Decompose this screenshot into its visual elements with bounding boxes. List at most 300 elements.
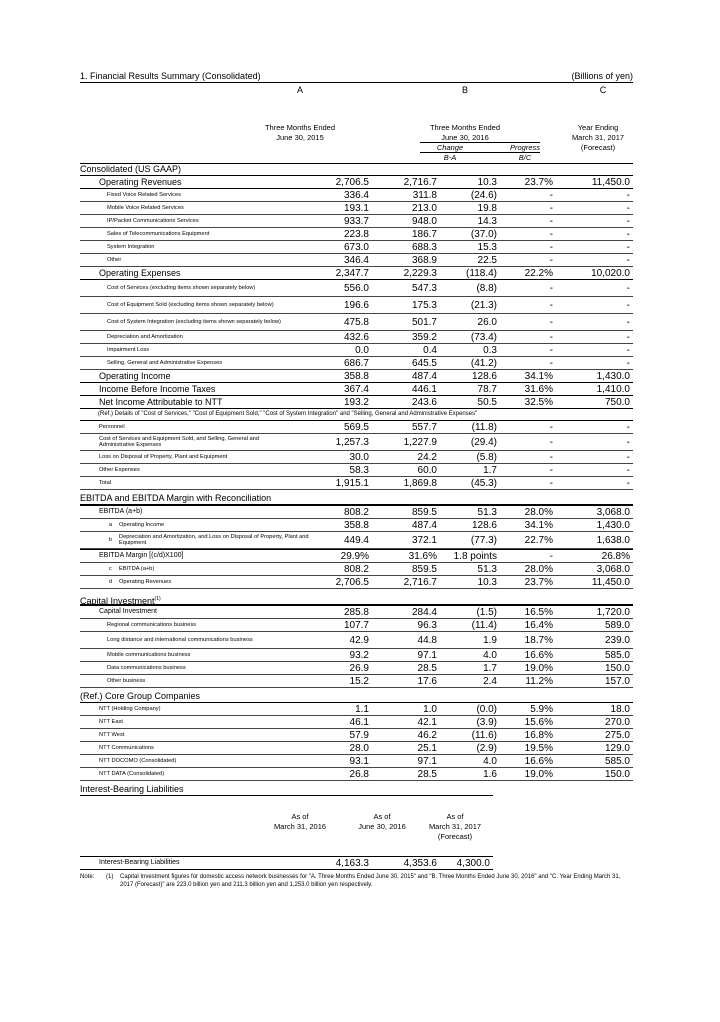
table-row	[80, 202, 633, 215]
value-col-c: 2.4	[483, 675, 497, 687]
value-col-b: 175.3	[411, 299, 437, 311]
value-col-c: 1.9	[483, 634, 497, 646]
value-col-c: 4.0	[483, 755, 497, 767]
table-row	[80, 532, 633, 549]
value-col-d: -	[549, 451, 553, 463]
ebitda-rows	[80, 505, 633, 589]
value-col-d: 16.8%	[524, 729, 553, 741]
progress-label: Progress	[509, 143, 540, 152]
value-col-b: 97.1	[417, 755, 437, 767]
value-col-b: 1,227.9	[403, 436, 437, 448]
value-col-e: 239.0	[604, 634, 630, 646]
value-col-b: 1.0	[423, 703, 437, 715]
value-col-a: 196.6	[343, 299, 369, 311]
row-label: Capital Investment	[99, 608, 157, 615]
value-col-b: 213.0	[411, 202, 437, 214]
value-col-d: 5.9%	[530, 703, 553, 715]
value-col-e: -	[626, 228, 630, 240]
value-col-d: 18.7%	[524, 634, 553, 646]
value-col-d: 15.6%	[524, 716, 553, 728]
value-col-a: 29.9%	[340, 550, 369, 562]
value-col-a: 2,706.5	[335, 576, 369, 588]
row-label: Operating Revenues	[119, 579, 172, 585]
value-col-d: 19.5%	[524, 742, 553, 754]
row-label: NTT DATA (Consolidated)	[99, 771, 165, 777]
value-col-c: 4.0	[483, 649, 497, 661]
value-col-a: 0.0	[355, 344, 369, 356]
value-col-e: -	[626, 331, 630, 343]
row-label: EBITDA Margin [(c/d)X100]	[99, 552, 184, 559]
row-label: Cost of Services and Equipment Sold, and Selling, General and Administrative Expenses	[99, 436, 259, 448]
row-tag: a	[109, 522, 113, 528]
financial-summary-page	[80, 70, 633, 889]
table-row	[80, 314, 633, 331]
value-col-b: 28.5	[417, 662, 437, 674]
row-tag: c	[109, 566, 112, 572]
value-col-d: 19.0%	[524, 662, 553, 674]
value-col-b: 42.1	[417, 716, 437, 728]
value-col-e: 1,410.0	[596, 383, 630, 395]
table-row	[80, 729, 633, 742]
value-col-d: 23.7%	[524, 576, 553, 588]
value-col-a: 2,706.5	[335, 176, 369, 188]
value-col-c: (41.2)	[470, 357, 497, 369]
value-col-c: (24.6)	[470, 189, 497, 201]
value-col-e: -	[626, 421, 630, 433]
value-col-d: -	[549, 436, 553, 448]
value-col-d: -	[549, 464, 553, 476]
value-col-e: 157.0	[604, 675, 630, 687]
value-col-e: 3,068.0	[596, 563, 630, 575]
col-c-letter: C	[599, 85, 607, 95]
row-label: Cost of System Integration (excluding items shown separately below)	[107, 319, 281, 325]
ref-details-rows	[80, 421, 633, 490]
column-headers	[80, 83, 633, 163]
value-col-c: (11.6)	[471, 729, 497, 741]
row-label: Mobile Voice Related Services	[107, 205, 184, 211]
value-col-b: 31.6%	[408, 550, 437, 562]
row-label: Impairment Loss	[107, 347, 150, 353]
value-col-d: -	[549, 331, 553, 343]
value-col-b: 1,869.8	[403, 477, 437, 489]
col-c-desc-2: March 31, 2017	[571, 133, 625, 142]
row-label: Personnel	[99, 424, 125, 430]
table-row	[80, 464, 633, 477]
value-col-c: (11.4)	[471, 619, 497, 631]
row-label: Operating Revenues	[99, 176, 182, 187]
value-col-a: 673.0	[343, 241, 369, 253]
value-col-d: 16.5%	[524, 606, 553, 618]
value-col-a: 42.9	[349, 634, 369, 646]
value-col-d: 16.6%	[524, 755, 553, 767]
row-label: NTT (Holding Company)	[99, 706, 161, 712]
row-label: Depreciation and Amortization, and Loss on Disposal of Property, Plant and Equipment	[119, 534, 309, 546]
value-col-a: 107.7	[343, 619, 369, 631]
value-col-e: -	[626, 357, 630, 369]
table-row	[80, 649, 633, 662]
row-label: Selling, General and Administrative Expenses	[107, 360, 223, 366]
row-label: Loss on Disposal of Property, Plant and Equipment	[99, 454, 228, 460]
value-col-b: 446.1	[411, 383, 437, 395]
value-col-b: 17.6	[417, 675, 437, 687]
value-col-d: -	[549, 189, 553, 201]
value-col-b: 243.6	[411, 396, 437, 408]
note-text: Capital Investment figures for domestic access network businesses for "A. Three Months Ended June 30, 2015" and "B. Three Months Ended June 30, 2016" and "C. Year Ending March 31, 2017 (Forecast)" are 223.0 billion yen and 211.3 billion yen and 1,253.0 billion yen respectively.	[120, 874, 621, 888]
row-label: Other Expenses	[99, 467, 140, 473]
ibl-col1	[260, 812, 340, 832]
ibl-col3-line3: (Forecast)	[437, 832, 473, 841]
value-col-d: -	[549, 254, 553, 266]
table-row	[80, 519, 633, 532]
value-col-c: (3.9)	[476, 716, 497, 728]
value-col-d: 16.4%	[524, 619, 553, 631]
value-col-a: 808.2	[343, 506, 369, 518]
value-col-a: 358.8	[343, 370, 369, 382]
value-col-a: 46.1	[349, 716, 369, 728]
table-row	[80, 189, 633, 202]
value-col-e: -	[626, 189, 630, 201]
value-col-b: 2,716.7	[403, 576, 437, 588]
value-col-b: 372.1	[411, 534, 437, 546]
row-label: Operating Expenses	[99, 267, 181, 278]
core-group-rows	[80, 703, 633, 781]
value-col-d: -	[549, 344, 553, 356]
value-col-e: -	[626, 464, 630, 476]
value-col-c: 128.6	[471, 370, 497, 382]
value-col-d: -	[549, 282, 553, 294]
value-col-a: 1,915.1	[335, 477, 369, 489]
table-row	[80, 605, 633, 619]
ibl-col1-line2: March 31, 2016	[273, 822, 327, 831]
table-row	[80, 662, 633, 675]
value-col-b: 0.4	[423, 344, 437, 356]
row-label: Cost of Services (excluding items shown separately below)	[107, 285, 256, 291]
row-label: Other business	[107, 678, 146, 684]
value-col-e: 11,450.0	[591, 176, 630, 188]
value-col-e: -	[626, 215, 630, 227]
value-col-a: 26.9	[349, 662, 369, 674]
value-col-e: 150.0	[604, 662, 630, 674]
value-col-c: 10.3	[477, 176, 497, 188]
value-col-d: 34.1%	[524, 370, 553, 382]
value-col-d: -	[549, 215, 553, 227]
value-col-e: 270.0	[604, 716, 630, 728]
value-col-e: -	[626, 436, 630, 448]
value-col-e: 11,450.0	[591, 576, 630, 588]
table-row	[80, 215, 633, 228]
row-label: Data communications business	[107, 665, 186, 671]
value-col-e: 1,430.0	[596, 370, 630, 382]
table-row	[80, 576, 633, 589]
value-col-e: 275.0	[604, 729, 630, 741]
row-label: Depreciation and Amortization	[107, 334, 183, 340]
value-col-c: (2.9)	[476, 742, 497, 754]
value-col-c: 19.8	[477, 202, 497, 214]
table-row	[80, 619, 633, 632]
value-col-c: 1.7	[483, 662, 497, 674]
value-col-a: 475.8	[343, 316, 369, 328]
value-col-e: 26.8%	[601, 550, 630, 562]
ibl-value-a: 4,163.3	[335, 857, 369, 869]
value-col-d: 11.2%	[525, 675, 553, 687]
ibl-column-headers	[80, 796, 493, 848]
value-col-e: 3,068.0	[596, 506, 630, 518]
table-row	[80, 228, 633, 241]
row-label: NTT West	[99, 732, 125, 738]
table-row	[80, 383, 633, 396]
table-row	[80, 742, 633, 755]
value-col-b: 487.4	[411, 519, 437, 531]
value-col-c: 26.0	[477, 316, 497, 328]
footnote-marker: (1)	[154, 596, 161, 602]
value-col-c: 128.6	[471, 519, 497, 531]
value-col-b: 368.9	[411, 254, 437, 266]
value-col-c: (21.3)	[470, 299, 497, 311]
value-col-c: 22.5	[477, 254, 497, 266]
table-row	[80, 370, 633, 383]
value-col-e: -	[626, 451, 630, 463]
value-col-e: 1,638.0	[596, 534, 630, 546]
table-row	[80, 176, 633, 189]
table-row	[80, 434, 633, 451]
col-a-letter: A	[296, 85, 303, 95]
value-col-c: (5.8)	[476, 451, 497, 463]
value-col-e: 1,720.0	[596, 606, 630, 618]
value-col-c: (1.5)	[476, 606, 497, 618]
value-col-b: 97.1	[417, 649, 437, 661]
ibl-col2-line1: As of	[373, 812, 391, 821]
value-col-c: (73.4)	[470, 331, 497, 343]
row-label: Net Income Attributable to NTT	[99, 396, 223, 407]
value-col-a: 57.9	[349, 729, 369, 741]
row-tag: b	[109, 537, 113, 543]
row-label: Mobile communications business	[107, 652, 191, 658]
value-col-b: 487.4	[411, 370, 437, 382]
page-header	[80, 70, 633, 82]
value-col-e: -	[626, 282, 630, 294]
row-label: IP/Packet Communications Services	[107, 218, 199, 224]
footnote	[80, 873, 633, 889]
table-row	[80, 280, 633, 297]
value-col-b: 359.2	[411, 331, 437, 343]
table-row	[80, 477, 633, 490]
row-label: Sales of Telecommunications Equipment	[107, 231, 210, 237]
value-col-a: 808.2	[343, 563, 369, 575]
value-col-c: 50.5	[477, 396, 497, 408]
value-col-c: (11.8)	[471, 421, 497, 433]
value-col-e: -	[626, 344, 630, 356]
ibl-col2	[342, 812, 422, 832]
value-col-e: 10,020.0	[591, 267, 630, 279]
note-label: Note:	[80, 874, 95, 880]
ibl-row	[80, 857, 493, 870]
value-col-c: 0.3	[483, 344, 497, 356]
value-col-b: 859.5	[411, 563, 437, 575]
row-label: Other	[107, 257, 122, 263]
value-col-d: 34.1%	[524, 519, 553, 531]
consolidated-rows	[80, 176, 633, 409]
value-col-c: (8.8)	[476, 282, 497, 294]
value-col-e: -	[626, 299, 630, 311]
table-row	[80, 755, 633, 768]
ibl-col2-line2: June 30, 2016	[358, 822, 406, 831]
value-col-e: -	[626, 241, 630, 253]
section-capital-investment	[80, 592, 633, 605]
ibl-col3	[415, 812, 495, 842]
page-title: 1. Financial Results Summary (Consolidated)	[80, 71, 261, 81]
value-col-c: 1.8 points	[453, 550, 497, 562]
value-col-a: 93.2	[349, 649, 369, 661]
row-label: Income Before Income Taxes	[99, 383, 216, 394]
value-col-a: 432.6	[343, 331, 369, 343]
unit-label: (Billions of yen)	[571, 71, 633, 81]
progress-sub-label: B/C	[518, 153, 532, 162]
table-row	[80, 768, 633, 781]
row-label: System Integration	[107, 244, 155, 250]
row-tag: d	[109, 579, 113, 585]
value-col-c: 78.7	[477, 383, 497, 395]
table-row	[80, 241, 633, 254]
row-label: NTT Communications	[99, 745, 154, 751]
row-label: Fixed Voice Related Services	[107, 192, 181, 198]
value-col-a: 569.5	[343, 421, 369, 433]
table-row	[80, 632, 633, 649]
value-col-b: 501.7	[411, 316, 437, 328]
table-row	[80, 344, 633, 357]
ibl-col3-line1: As of	[446, 812, 464, 821]
change-label: Change	[436, 143, 464, 152]
value-col-a: 686.7	[343, 357, 369, 369]
value-col-b: 557.7	[411, 421, 437, 433]
value-col-e: 129.0	[604, 742, 630, 754]
table-row	[80, 451, 633, 464]
value-col-a: 1,257.3	[335, 436, 369, 448]
value-col-b: 2,229.3	[403, 267, 437, 279]
value-col-c: 51.3	[477, 506, 497, 518]
value-col-d: 28.0%	[524, 506, 553, 518]
col-b-desc-2: June 30, 2016	[441, 133, 489, 142]
row-label: Cost of Equipment Sold (excluding items shown separately below)	[107, 302, 274, 308]
value-col-a: 2,347.7	[335, 267, 369, 279]
capital-investment-heading: Capital Investment	[80, 596, 155, 606]
value-col-b: 688.3	[411, 241, 437, 253]
row-label: NTT East	[99, 719, 123, 725]
value-col-d: 28.0%	[524, 563, 553, 575]
row-label: Operating Income	[99, 370, 171, 381]
table-row	[80, 267, 633, 280]
ibl-col3-line2: March 31, 2017	[428, 822, 482, 831]
value-col-e: 589.0	[604, 619, 630, 631]
value-col-b: 46.2	[417, 729, 437, 741]
value-col-d: -	[549, 316, 553, 328]
value-col-c: 15.3	[477, 241, 497, 253]
value-col-b: 284.4	[411, 606, 437, 618]
value-col-a: 28.0	[349, 742, 369, 754]
value-col-a: 58.3	[349, 464, 369, 476]
section-consolidated: Consolidated (US GAAP)	[80, 164, 633, 176]
value-col-b: 547.3	[411, 282, 437, 294]
note-number: (1)	[106, 874, 114, 880]
value-col-d: -	[549, 550, 553, 562]
value-col-b: 186.7	[411, 228, 437, 240]
value-col-c: 1.6	[483, 768, 497, 780]
value-col-a: 193.1	[343, 202, 369, 214]
table-row	[80, 675, 633, 688]
value-col-b: 645.5	[411, 357, 437, 369]
ibl-value-b: 4,353.6	[403, 857, 437, 869]
table-row	[80, 357, 633, 370]
row-label: EBITDA (a+b)	[99, 508, 143, 515]
value-col-a: 933.7	[343, 215, 369, 227]
row-label: EBITDA (a+b)	[119, 566, 155, 572]
value-col-a: 30.0	[349, 451, 369, 463]
value-col-d: -	[549, 299, 553, 311]
value-col-e: -	[626, 316, 630, 328]
value-col-d: -	[549, 421, 553, 433]
value-col-c: 10.3	[477, 576, 497, 588]
table-row	[80, 254, 633, 267]
row-label: Total	[99, 480, 112, 486]
col-c-desc-3: (Forecast)	[580, 143, 616, 152]
value-col-d: -	[549, 241, 553, 253]
value-col-b: 948.0	[411, 215, 437, 227]
value-col-b: 311.8	[412, 189, 437, 201]
table-row	[80, 716, 633, 729]
col-a-desc-2: June 30, 2015	[276, 133, 324, 142]
section-core-group: (Ref.) Core Group Companies	[80, 691, 633, 703]
section-ibl: Interest-Bearing Liabilities	[80, 784, 493, 796]
value-col-e: 150.0	[604, 768, 630, 780]
value-col-b: 96.3	[417, 619, 437, 631]
value-col-e: -	[626, 202, 630, 214]
value-col-a: 93.1	[349, 755, 369, 767]
value-col-e: 18.0	[610, 703, 630, 715]
value-col-c: (37.0)	[470, 228, 497, 240]
value-col-e: 585.0	[604, 649, 630, 661]
value-col-c: (29.4)	[470, 436, 497, 448]
value-col-d: 19.0%	[524, 768, 553, 780]
value-col-d: 32.5%	[524, 396, 553, 408]
table-row	[80, 703, 633, 716]
value-col-d: 16.6%	[524, 649, 553, 661]
value-col-a: 449.4	[343, 534, 369, 546]
value-col-c: (0.0)	[476, 703, 497, 715]
value-col-d: -	[549, 202, 553, 214]
value-col-c: (77.3)	[470, 534, 497, 546]
value-col-d: 22.2%	[524, 267, 553, 279]
row-label: NTT DOCOMO (Consolidated)	[99, 758, 177, 764]
section-ebitda: EBITDA and EBITDA Margin with Reconciliation	[80, 493, 633, 505]
value-col-d: -	[549, 477, 553, 489]
value-col-d: 31.6%	[524, 383, 553, 395]
table-row	[80, 505, 633, 519]
capital-investment-rows	[80, 605, 633, 688]
ibl-value-c: 4,300.0	[456, 857, 490, 869]
table-row	[80, 396, 633, 409]
value-col-c: 1.7	[483, 464, 497, 476]
value-col-e: -	[626, 254, 630, 266]
value-col-b: 2,716.7	[403, 176, 437, 188]
value-col-e: -	[626, 477, 630, 489]
col-a-desc-1: Three Months Ended	[264, 123, 336, 132]
row-label: Operating Income	[119, 522, 165, 528]
value-col-b: 60.0	[417, 464, 437, 476]
table-row	[80, 297, 633, 314]
value-col-b: 44.8	[417, 634, 437, 646]
ref-details-note: (Ref.) Details of "Cost of Services," "Cost of Equipment Sold," "Cost of System Integration" and "Selling, General and Administrative Expenses"	[80, 409, 633, 421]
value-col-c: 14.3	[477, 215, 497, 227]
row-label: Regional communications business	[107, 622, 197, 628]
